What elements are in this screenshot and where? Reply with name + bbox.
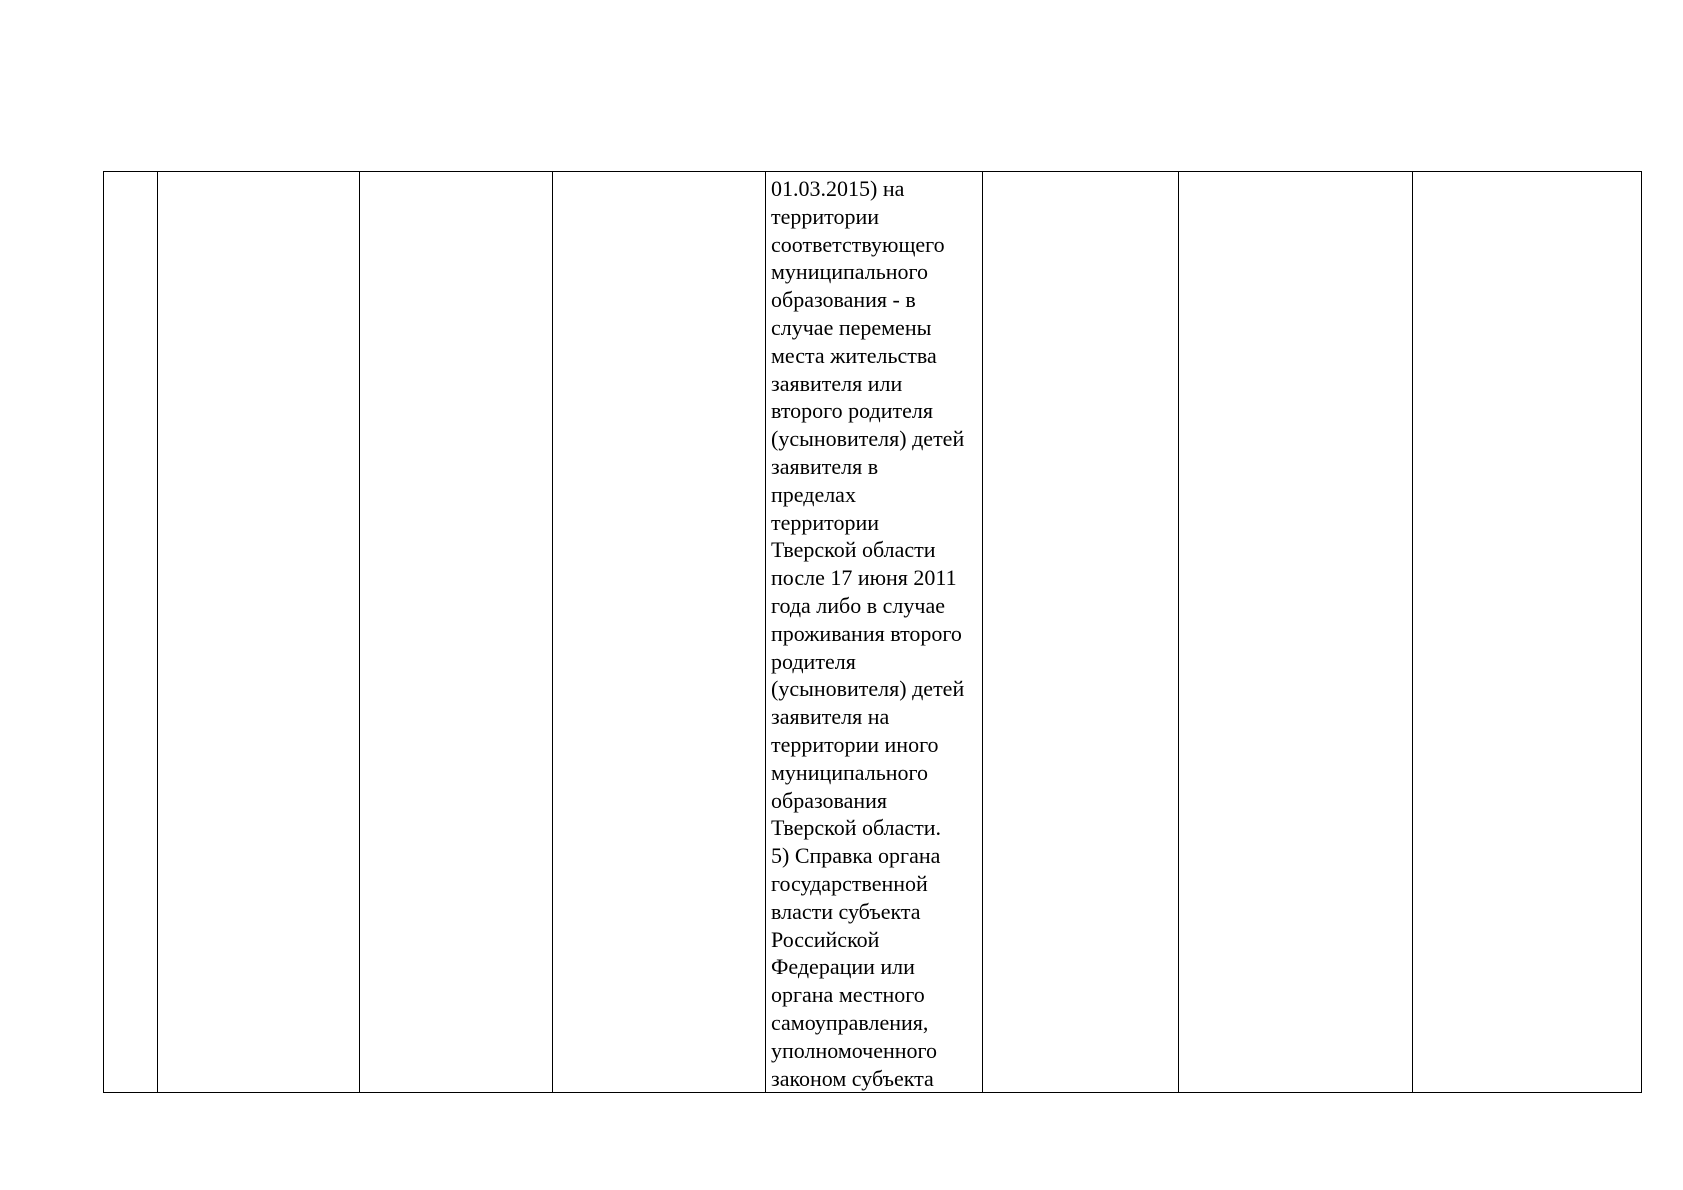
text-line: самоуправления, — [771, 1009, 929, 1035]
text-line: Федерации или — [771, 954, 915, 980]
text-line: образования - в — [771, 287, 916, 313]
text-line: муниципального — [771, 759, 929, 785]
text-line: после 17 июня 2011 — [771, 565, 957, 591]
text-line: (усыновителя) детей — [771, 426, 965, 452]
text-line: случае перемены — [771, 314, 932, 340]
table-cell-7 — [1179, 172, 1413, 1093]
text-line: места жительства — [771, 342, 937, 368]
text-line: второго родителя — [771, 398, 933, 424]
table-cell-3 — [360, 172, 553, 1093]
text-line: 5) Справка органа — [771, 843, 941, 869]
table-cell-4 — [553, 172, 766, 1093]
table-cell-2 — [158, 172, 360, 1093]
text-line: муниципального — [771, 259, 929, 285]
text-line: Российской — [771, 926, 880, 952]
text-line: года либо в случае — [771, 592, 945, 618]
text-line: 01.03.2015) на — [771, 176, 905, 201]
text-line: заявителя на — [771, 704, 890, 730]
text-line: образования — [771, 787, 888, 813]
text-line: уполномоченного — [771, 1037, 938, 1063]
document-table — [103, 171, 1642, 1093]
text-line: заявителя в — [771, 453, 879, 479]
cell-text-block — [766, 172, 982, 1092]
text-line: родителя — [771, 648, 856, 674]
table-row — [104, 172, 1642, 1093]
text-line: государственной — [771, 870, 928, 896]
text-line: законом субъекта — [771, 1065, 934, 1091]
table-cell-6 — [983, 172, 1179, 1093]
text-line: территории — [771, 509, 880, 535]
text-line: заявителя или — [771, 370, 903, 396]
text-line: власти субъекта — [771, 898, 921, 924]
text-line: пределах — [771, 481, 856, 507]
text-line: Тверской области — [771, 537, 936, 563]
text-line: (усыновителя) детей — [771, 676, 965, 702]
text-line: проживания второго — [771, 620, 962, 646]
table-cell-5 — [766, 172, 983, 1093]
text-line: территории — [771, 203, 880, 229]
text-line: соответствующего — [771, 231, 945, 257]
text-line: территории иного — [771, 731, 939, 757]
table-cell-8 — [1413, 172, 1642, 1093]
text-line: органа местного — [771, 982, 925, 1008]
table-cell-1 — [104, 172, 158, 1093]
text-line: Тверской области. — [771, 815, 942, 841]
